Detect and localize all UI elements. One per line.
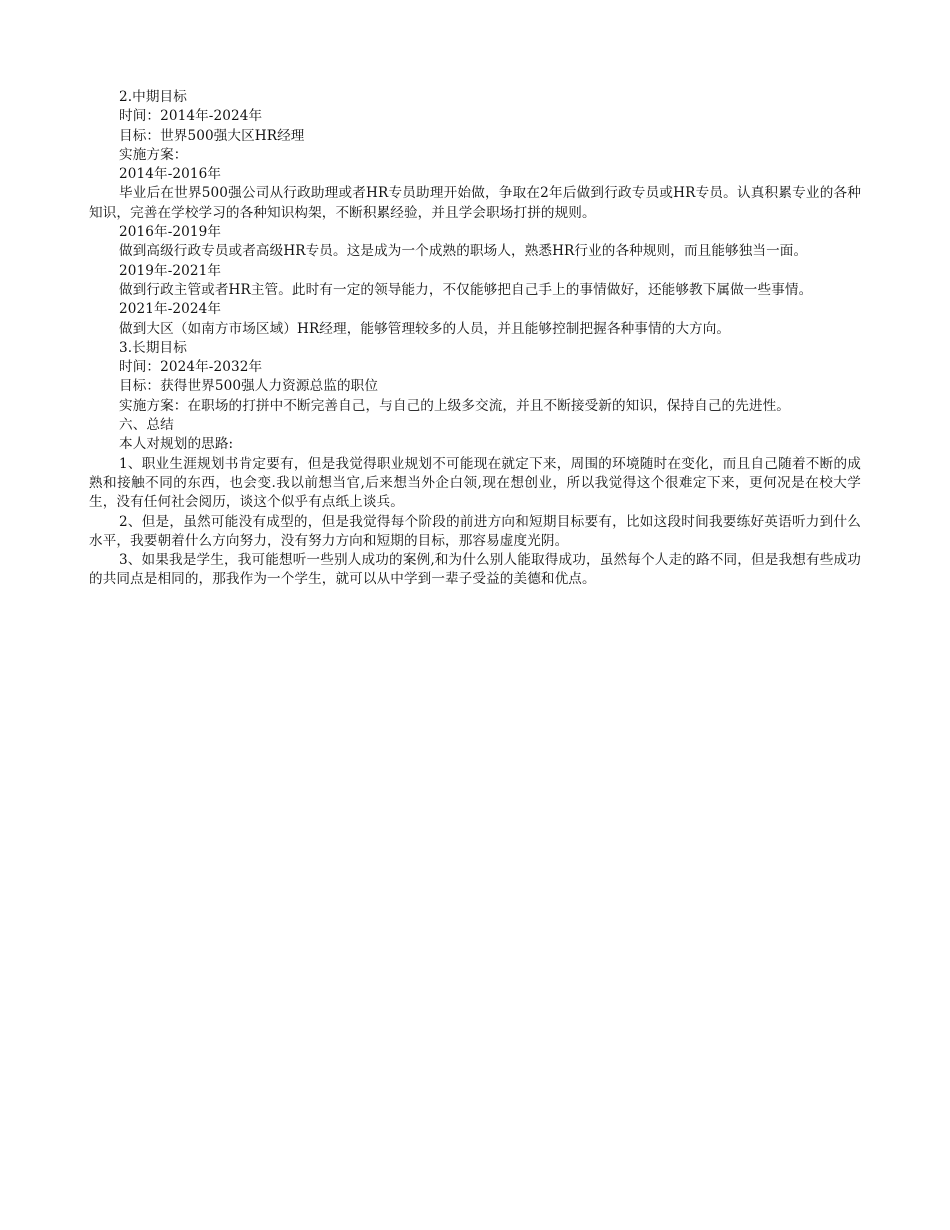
period-2019-2021: 2019年-2021年	[119, 262, 222, 279]
period-2021-2024-text: 做到大区（如南方市场区域）HR经理，能够管理较多的人员，并且能够控制把握各种事情的大方向。	[119, 320, 731, 337]
section-heading-summary: 六、总结	[119, 417, 174, 434]
section-heading-long-term: 3.长期目标	[119, 339, 187, 356]
period-2021-2024: 2021年-2024年	[119, 301, 222, 318]
long-term-time: 时间：2024年-2032年	[119, 359, 263, 376]
mid-term-goal: 目标：世界500强大区HR经理	[119, 127, 305, 144]
long-term-goal: 目标：获得世界500强人力资源总监的职位	[119, 378, 379, 395]
section-heading-mid-term: 2.中期目标	[119, 89, 187, 105]
mid-term-plan-label: 实施方案：	[119, 146, 188, 163]
document-body	[89, 88, 861, 590]
long-term-plan: 实施方案：在职场的打拼中不断完善自己，与自己的上级多交流，并且不断接受新的知识，保持自己的先进性。	[119, 397, 790, 414]
summary-point-2: 2、但是，虽然可能没有成型的，但是我觉得每个阶段的前进方向和短期目标要有，比如这段时间我要练好英语听力到什么水平，我要朝着什么方向努力，没有努力方向和短期的目标，那容易虚度光阴。	[89, 513, 861, 549]
summary-point-1: 1、职业生涯规划书肯定要有，但是我觉得职业规划不可能现在就定下来，周围的环境随时在变化，而且自己随着不断的成熟和接触不同的东西，也会变.我以前想当官,后来想当外企白领,现在想创业，所以我觉得这个很难定下来，更何况是在校大学生，没有任何社会阅历，谈这个似乎有点纸上谈兵。	[89, 455, 861, 511]
mid-term-time: 时间：2014年-2024年	[119, 108, 263, 125]
period-2016-2019: 2016年-2019年	[119, 224, 222, 241]
period-2014-2016: 2014年-2016年	[119, 166, 222, 183]
period-2019-2021-text: 做到行政主管或者HR主管。此时有一定的领导能力，不仅能够把自己手上的事情做好，还能够教下属做一些事情。	[119, 281, 813, 298]
summary-intro: 本人对规划的思路:	[119, 436, 234, 453]
period-2016-2019-text: 做到高级行政专员或者高级HR专员。这是成为一个成熟的职场人，熟悉HR行业的各种规则，而且能够独当一面。	[119, 243, 808, 260]
summary-point-3: 3、如果我是学生，我可能想听一些别人成功的案例,和为什么别人能取得成功，虽然每个人走的路不同，但是我想有些成功的共同点是相同的，那我作为一个学生，就可以从中学到一辈子受益的美德和优点。	[89, 552, 861, 588]
period-2014-2016-text: 毕业后在世界500强公司从行政助理或者HR专员助理开始做，争取在2年后做到行政专员或HR专员。认真积累专业的各种知识，完善在学校学习的各种知识构架，不断积累经验，并且学会职场打拼的规则。	[89, 185, 861, 221]
